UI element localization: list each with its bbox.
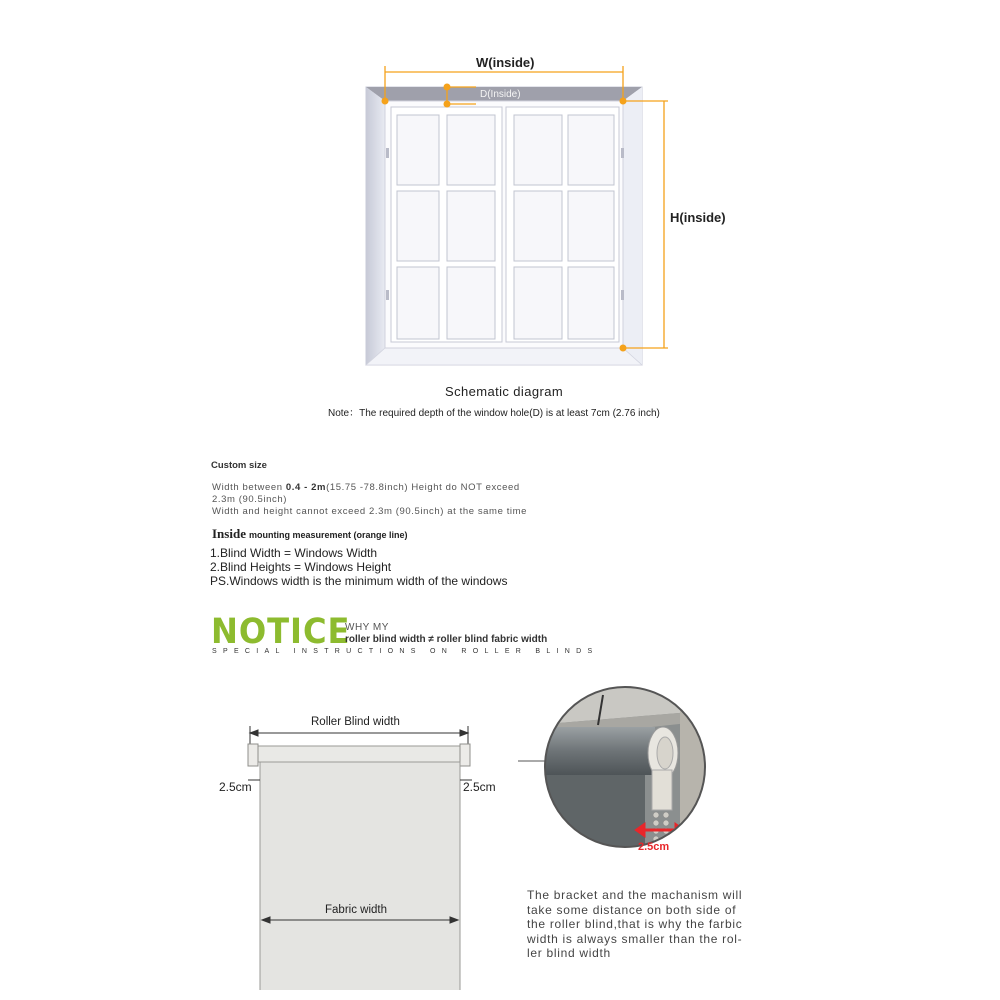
custom-size-line3: Width and height cannot exceed 2.3m (90.5inch) at the same time (212, 506, 528, 517)
custom-size-line2: 2.3m (90.5inch) (212, 494, 288, 505)
custom-size-line1-suffix: (15.75 -78.8inch) Height do NOT exceed (326, 482, 520, 493)
notice-special: SPECIAL INSTRUCTIONS ON ROLLER BLINDS (212, 648, 599, 655)
roller-blind-width-label: Roller Blind width (311, 716, 400, 728)
inside-mounting-item: 1.Blind Width = Windows Width (210, 546, 378, 560)
fabric-width-label: Fabric width (325, 904, 387, 916)
explanation-line: width is always smaller than the rol- (527, 931, 743, 946)
custom-size-title: Custom size (211, 460, 267, 471)
left-offset-label: 2.5cm (219, 780, 252, 794)
window-schematic (0, 0, 1000, 430)
window-left-reveal (366, 87, 385, 365)
schematic-caption: Schematic diagram (445, 384, 564, 399)
notice-subtitle-left: roller blind width (345, 634, 426, 645)
left-end-cap (248, 744, 258, 766)
explanation-text (527, 888, 742, 961)
notice-why: WHY MY (345, 622, 389, 633)
custom-size-line1-bold: 0.4 - 2m (285, 482, 327, 493)
photo-measure-label: 2.5cm (638, 841, 670, 853)
roller-tube (258, 746, 460, 762)
inside-mounting-item: PS.Windows width is the minimum width of the windows (210, 574, 508, 588)
notice-subtitle (345, 634, 547, 645)
explanation-line: The bracket and the machanism will (527, 888, 743, 902)
height-dimension-label: H(inside) (670, 210, 726, 225)
explanation-line: the roller blind,that is why the farbic (527, 917, 743, 931)
window-sill (366, 348, 642, 365)
not-equal-symbol: ≠ (428, 634, 434, 645)
right-offset-label: 2.5cm (463, 780, 496, 794)
depth-dimension-label: D(Inside) (480, 89, 521, 100)
notice-word: NOTICE (211, 612, 351, 652)
right-end-cap (460, 744, 470, 766)
window-right-reveal (623, 87, 642, 365)
fabric-panel (260, 762, 460, 990)
width-dimension-label: W(inside) (476, 55, 535, 70)
explanation-line: take some distance on both side of (527, 902, 737, 917)
schematic-note: Note：The required depth of the window hole(D) is at least 7cm (2.76 inch) (328, 408, 660, 419)
roller-blind-diagram (200, 700, 520, 990)
inside-mounting-item: 2.Blind Heights = Windows Height (210, 560, 392, 574)
inside-title-small: mounting measurement (orange line) (249, 530, 408, 540)
custom-size-line1-prefix: Width between (212, 482, 286, 493)
explanation-line: ler blind width (527, 946, 611, 960)
notice-subtitle-right: roller blind fabric width (436, 634, 548, 645)
custom-size-body (212, 482, 562, 518)
inside-title-big: Inside (212, 526, 246, 541)
inside-mounting-list (210, 546, 507, 588)
bracket-photo (515, 665, 735, 875)
inside-mounting-title (212, 526, 408, 542)
